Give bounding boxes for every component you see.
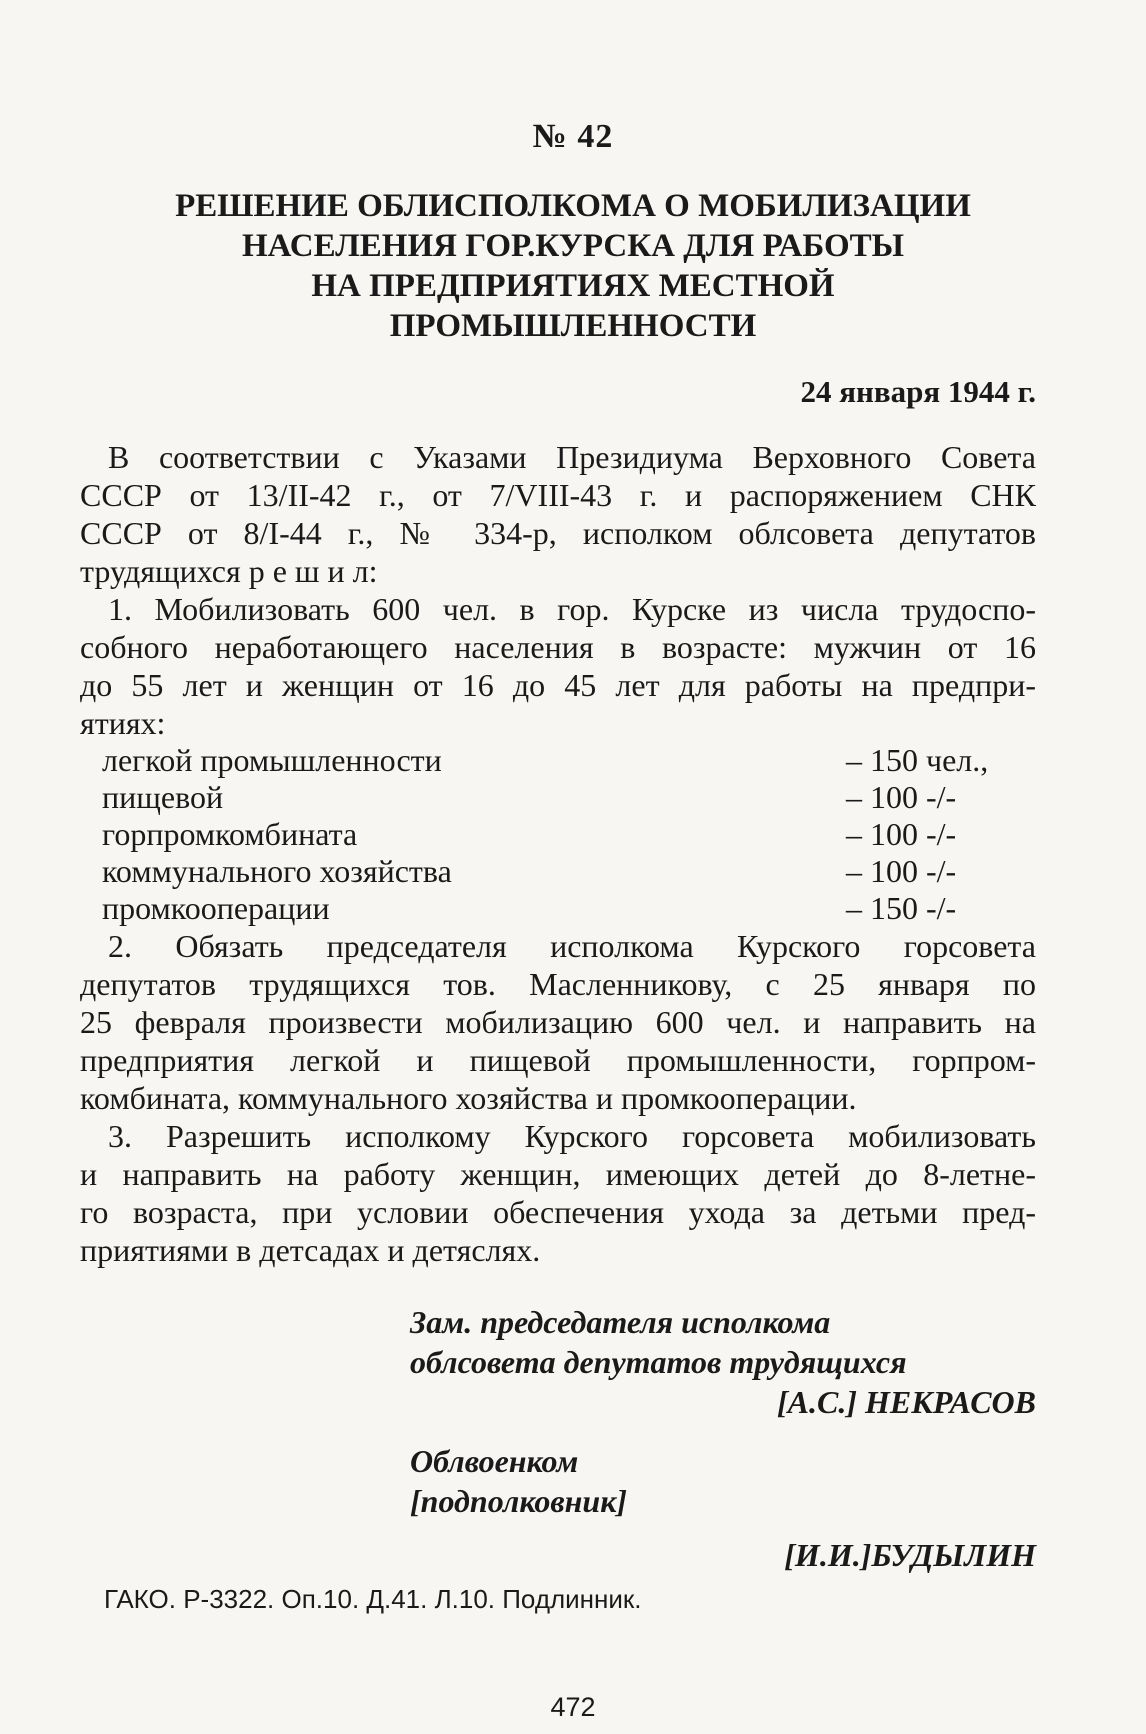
signature-role: [подполковник] bbox=[410, 1483, 628, 1519]
list-item bbox=[80, 853, 1036, 890]
text-line: 2. Обязать председателя исполкома Курского горсовета bbox=[108, 928, 1036, 964]
title-line: НАСЕЛЕНИЯ ГОР.КУРСКА ДЛЯ РАБОТЫ bbox=[241, 228, 905, 264]
allocation-quantity: – 100 -/- bbox=[846, 853, 957, 889]
list-item bbox=[80, 890, 1036, 927]
document-number: № 42 bbox=[532, 118, 614, 155]
document-date: 24 января 1944 г. bbox=[800, 374, 1036, 409]
text-line: собного неработающего населения в возрасте: мужчин от 16 bbox=[80, 629, 1036, 665]
text-line: ятиях: bbox=[80, 705, 166, 741]
allocation-name: легкой промышленности bbox=[102, 742, 442, 778]
title-line: ПРОМЫШЛЕННОСТИ bbox=[389, 308, 757, 344]
text-line: 3. Разрешить исполкому Курского горсовета мобилизовать bbox=[108, 1118, 1036, 1154]
allocation-name: коммунального хозяйства bbox=[102, 853, 452, 889]
allocation-name: промкооперации bbox=[102, 890, 330, 926]
signature-role: облсовета депутатов трудящихся bbox=[410, 1344, 907, 1380]
text-line: до 55 лет и женщин от 16 до 45 лет для работы на предпри- bbox=[80, 667, 1036, 703]
text-line: комбината, коммунального хозяйства и промкооперации. bbox=[80, 1080, 857, 1116]
allocation-quantity: – 100 -/- bbox=[846, 816, 957, 852]
allocation-name: горпромкомбината bbox=[102, 816, 358, 852]
text-line: СССР от 8/I-44 г., № 334-р, исполком облсовета депутатов bbox=[80, 515, 1036, 551]
signature-block-military bbox=[410, 1441, 1036, 1575]
item-2-paragraph bbox=[80, 927, 1036, 1117]
text-line: СССР от 13/II-42 г., от 7/VIII-43 г. и распоряжением СНК bbox=[80, 477, 1036, 513]
allocation-quantity: – 150 -/- bbox=[846, 890, 957, 926]
allocation-name: пищевой bbox=[102, 779, 224, 815]
title-line: НА ПРЕДПРИЯТИЯХ МЕСТНОЙ bbox=[311, 268, 835, 304]
item-3-paragraph bbox=[80, 1117, 1036, 1269]
text-line: депутатов трудящихся тов. Масленникову, с 25 января по bbox=[80, 966, 1036, 1002]
signature-name: [И.И.]БУДЫЛИН bbox=[784, 1537, 1036, 1573]
page-number: 472 bbox=[550, 1692, 596, 1722]
document-body bbox=[80, 438, 1036, 1269]
preamble-paragraph bbox=[80, 438, 1036, 590]
text-line: го возраста, при условии обеспечения ухода за детьми пред- bbox=[80, 1194, 1036, 1230]
title-line: РЕШЕНИЕ ОБЛИСПОЛКОМА О МОБИЛИЗАЦИИ bbox=[175, 188, 971, 224]
text-line: предприятия легкой и пищевой промышленности, горпром- bbox=[80, 1042, 1036, 1078]
list-item bbox=[80, 742, 1036, 779]
allocation-list bbox=[80, 742, 1036, 927]
archive-reference: ГАКО. Р-3322. Оп.10. Д.41. Л.10. Подлинник. bbox=[104, 1584, 642, 1614]
text-line: приятиями в детсадах и детяслях. bbox=[80, 1232, 541, 1268]
text-line: 1. Мобилизовать 600 чел. в гор. Курске из числа трудоспо- bbox=[108, 591, 1036, 627]
document-title bbox=[120, 186, 1026, 346]
text-line: 25 февраля произвести мобилизацию 600 чел. и направить на bbox=[80, 1004, 1036, 1040]
list-item bbox=[80, 779, 1036, 816]
text-line: трудящихся р е ш и л: bbox=[80, 553, 378, 589]
signature-name: [А.С.] НЕКРАСОВ bbox=[776, 1384, 1036, 1420]
signature-role: Облвоенком bbox=[410, 1443, 579, 1479]
allocation-quantity: – 100 -/- bbox=[846, 779, 957, 815]
text-line: В соответствии с Указами Президиума Верховного Совета bbox=[108, 439, 1036, 475]
signature-role: Зам. председателя исполкома bbox=[410, 1304, 831, 1340]
signature-block-deputy bbox=[410, 1302, 1036, 1422]
allocation-quantity: – 150 чел., bbox=[846, 742, 989, 778]
text-line: и направить на работу женщин, имеющих детей до 8-летне- bbox=[80, 1156, 1036, 1192]
item-1-paragraph bbox=[80, 590, 1036, 742]
list-item bbox=[80, 816, 1036, 853]
